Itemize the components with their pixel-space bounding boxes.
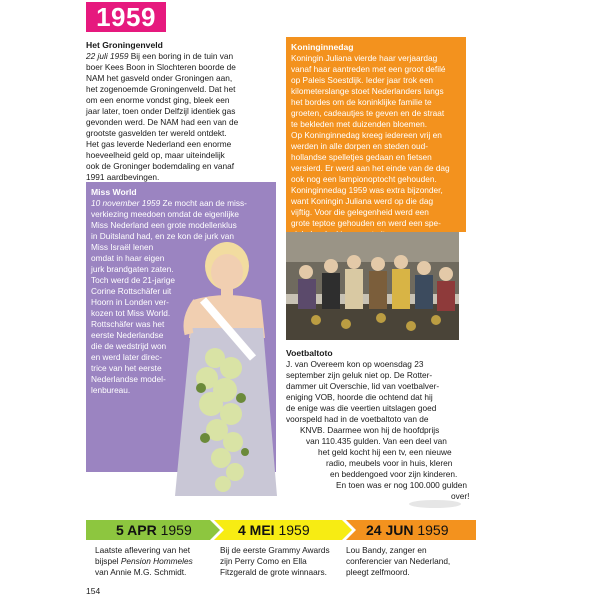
text-line: 1991 aardbevingen.: [86, 172, 160, 182]
text-line: lenbureau.: [91, 385, 131, 395]
article-title: Koninginnedag: [291, 42, 354, 52]
text-line: kilometerslange stoet Nederlanders langs: [291, 86, 444, 96]
text-line: eniging VOB, hoorde die ochtend dat hij: [286, 392, 433, 402]
article-body: [86, 51, 282, 183]
text-line: omdat in haar eigen: [91, 253, 165, 263]
text-line: radio, meubels voor in huis, kleren: [326, 458, 453, 468]
football-icon: [405, 470, 465, 510]
page-number: 154: [86, 586, 101, 596]
timeline-date-2: 4 MEI 1959: [238, 522, 310, 538]
timeline-desc-3: Lou Bandy, zanger en conferencier van Nederland, pleegt zelfmoord.: [346, 545, 451, 577]
text-line: J. van Overeem kon op woensdag 23: [286, 359, 424, 369]
text-line: 10 november 1959 Ze mocht aan de miss-: [91, 198, 247, 208]
timeline-date-3: 24 JUN 1959: [366, 522, 449, 538]
text-line: boer Kees Boon in Slochteren boorde de: [86, 62, 236, 72]
text-line: Hoorn in Londen ver-: [91, 297, 169, 307]
text-line: verkiezing meedoen omdat de eigenlijke: [91, 209, 240, 219]
text-line: ook nog een lampionoptocht gehouden.: [291, 174, 437, 184]
text-line: hollandse spelletjes gedaan en fietsen: [291, 152, 432, 162]
text-line: jaar later, toen onder Delfzijl identiek gas: [86, 106, 236, 116]
text-line: kozen tot Miss World.: [91, 308, 171, 318]
text-line: van 110.435 gulden. Van een deel van: [306, 436, 447, 446]
text-line: groeten, cadeautjes te geven en de straat: [291, 108, 445, 118]
text-line: Toch werd de 21-jarige: [91, 275, 175, 285]
text-line: trice van het eerste: [91, 363, 162, 373]
text-line: want Koningin Juliana werd op die dag: [291, 196, 434, 206]
article-koninginnedag: [286, 37, 466, 232]
text-line: het bordes om de koninklijke familie te: [291, 97, 432, 107]
miss-world-photo: [145, 238, 283, 496]
text-line: versierd. Er werd aan het einde van de dag: [291, 163, 450, 173]
text-line: september zijn geluk niet op. De Rotter-: [286, 370, 433, 380]
article-body: [291, 53, 461, 240]
text-line: Op Koninginnedag kreeg iedereen vrij en: [291, 130, 442, 140]
article-title: Miss World: [91, 187, 137, 197]
text-line: dammer uit Overschie, lid van voetbalver-: [286, 381, 440, 391]
text-line: op Paleis Soestdijk. Ieder jaar trok een: [291, 75, 434, 85]
text-line: eerste Nederlandse: [91, 330, 164, 340]
text-line: grote teptoe gehouden en werd een spe-: [291, 218, 441, 228]
text-line: in Duitsland had, en ze kon de jurk van: [91, 231, 234, 241]
text-line: en beddengoed voor zijn kinderen.: [330, 469, 458, 479]
article-title: Voetbaltoto: [286, 348, 333, 358]
timeline: [86, 520, 476, 540]
timeline-date-1: 5 APR 1959: [116, 522, 192, 538]
text-line: om een enorme vondst ging, bleek een: [86, 95, 230, 105]
article-title: Het Groningenveld: [86, 40, 163, 50]
text-line: Nederlandse model-: [91, 374, 166, 384]
text-line: voorspeld had in de voetbaltoto van de: [286, 414, 429, 424]
text-line: vanaf haar aantreden met een groot defilé: [291, 64, 446, 74]
text-line: En toen was er nog 100.000 gulden: [336, 480, 468, 490]
text-line: ook de Groninger bodemdaling en vanaf: [86, 161, 235, 171]
koninginnedag-photo: [286, 232, 459, 340]
text-line: 22 juli 1959 Bij een boring in de tuin van: [86, 51, 234, 61]
text-line: vijftig. Voor die gelegenheid werd een: [291, 207, 429, 217]
text-line: grootste gasvelden ter wereld ontdekt.: [86, 128, 227, 138]
text-line: de enige was die veertien uitslagen goed: [286, 403, 437, 413]
timeline-desc-2: Bij de eerste Grammy Awards zijn Perry Como en Ella Fitzgerald de grote winnaars.: [220, 545, 330, 577]
text-line: Miss Israël lenen: [91, 242, 154, 252]
text-line: het geld kocht hij een tv, een nieuwe: [318, 447, 452, 457]
text-line: te bekleden met duizenden bloemen.: [291, 119, 428, 129]
text-line: Corine Rottschäfer uit: [91, 286, 172, 296]
text-line: gevonden werd. De NAM had een van de: [86, 117, 239, 127]
text-line: Het gas leverde Nederland een enorme: [86, 139, 232, 149]
text-line: Miss Nederland een grote modellenklus: [91, 220, 237, 230]
text-line: Koninginnedag 1959 was extra bijzonder,: [291, 185, 443, 195]
text-line: en werd later direc-: [91, 352, 163, 362]
article-groningenveld: [86, 40, 282, 183]
text-line: hoeveelheid geld op, maar uiteindelijk: [86, 150, 225, 160]
text-line: die de wedstrijd won: [91, 341, 167, 351]
text-line: Rottschäfer was het: [91, 319, 165, 329]
text-line: jurk brandgaten zaten.: [91, 264, 174, 274]
text-line: werden in alle dorpen en steden oud-: [291, 141, 428, 151]
text-line: KNVB. Daarmee won hij de hoofdprijs: [300, 425, 440, 435]
text-line: het zogenoemde Groningenveld. Dat het: [86, 84, 236, 94]
year-badge: 1959: [86, 2, 166, 32]
text-line: Koningin Juliana vierde haar verjaardag: [291, 53, 438, 63]
text-line: over!: [451, 491, 470, 501]
text-line: NAM het gasveld onder Groningen aan,: [86, 73, 233, 83]
timeline-desc-1: Laatste aflevering van het bijspel Pension Hommeles van Annie M.G. Schmidt.: [95, 545, 193, 577]
